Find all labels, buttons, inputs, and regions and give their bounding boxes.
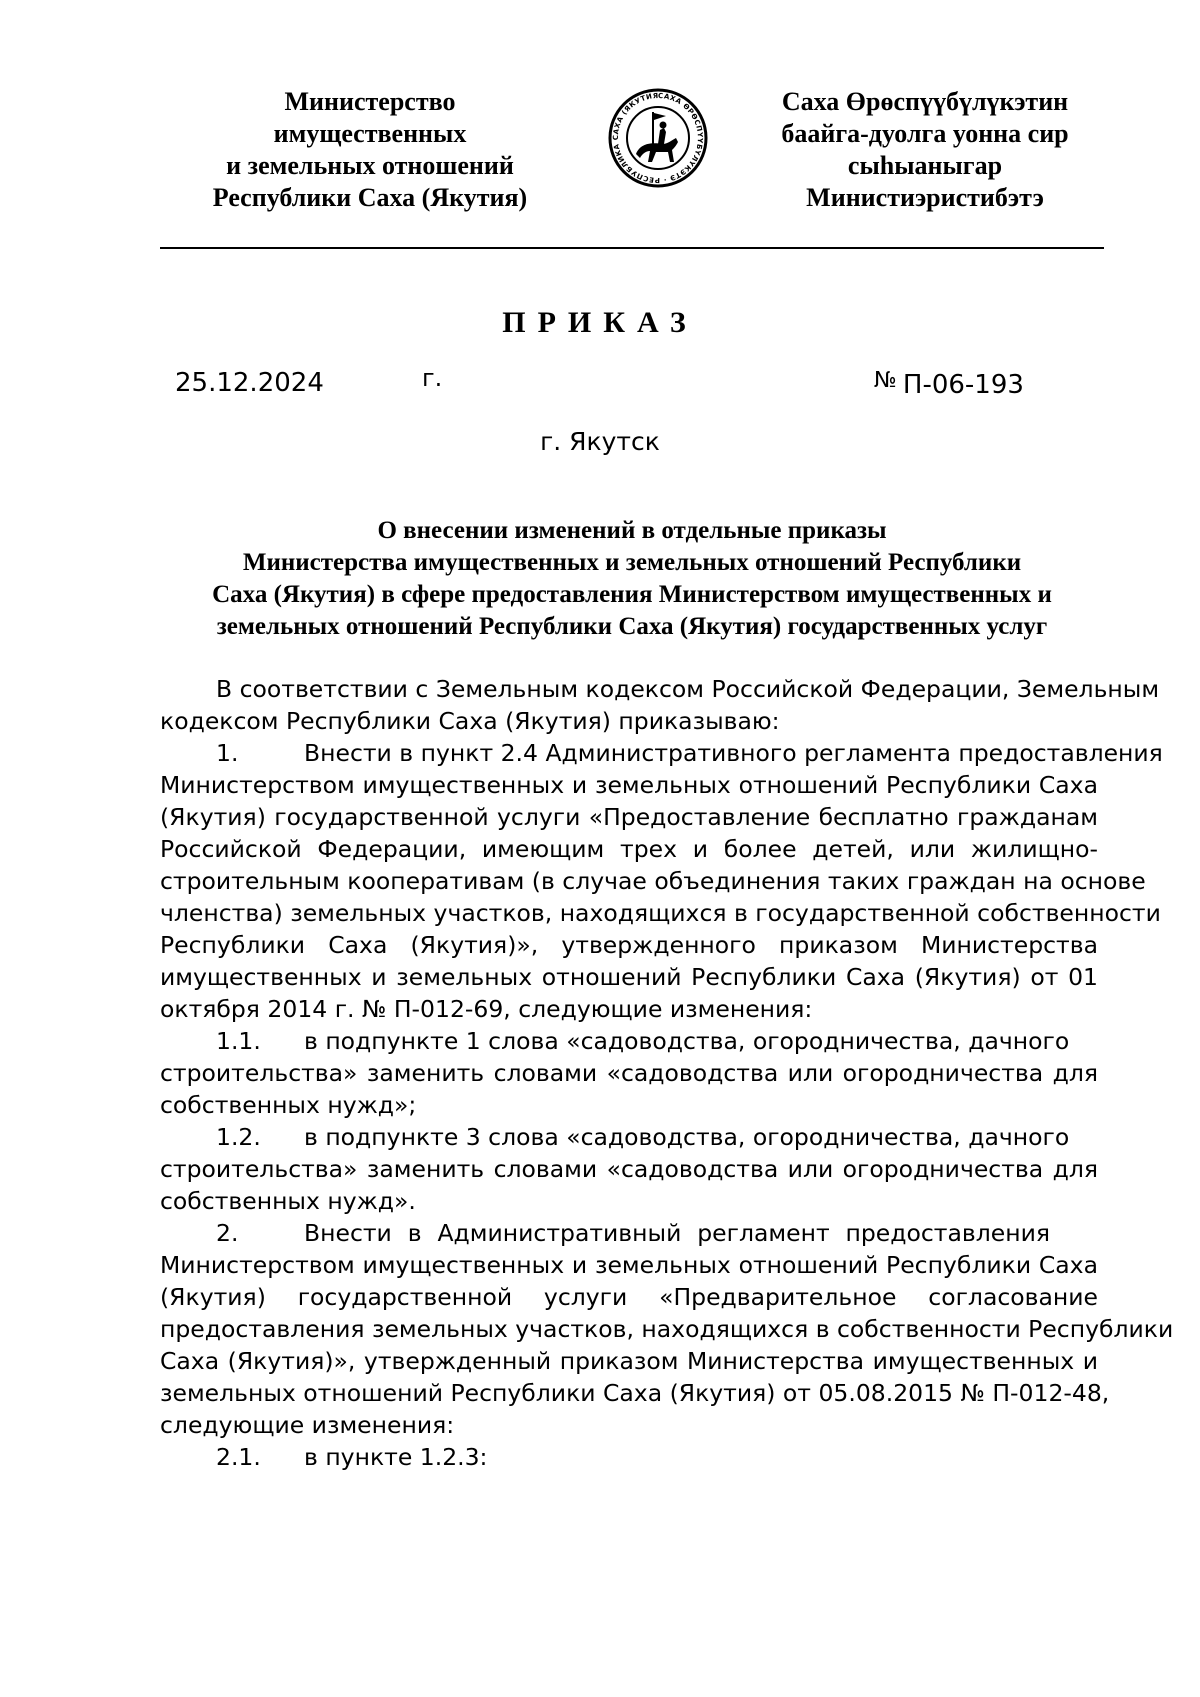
item-1-2: 1.2. в подпункте 3 слова «садоводства, огородничества, дачного: [216, 1123, 1070, 1151]
order-body: В соответствии с Земельным кодексом Российской Федерации, Земельным кодексом Республики Саха (Якутия) приказываю: 1. Внести в пункт 2.4 Административного регламента предоставления Министерством имущественных и земельных отношений Республики Саха (Якутия) государственной услуги «Предоставление бесплатно гражданам Российской Федерации, имеющим трех и более детей, или жилищно- строительным кооперативам (в случае объединения таких граждан на основе членства) земельных участков, находящихся в государственной собственности Республики Саха (Якутия)», утвержденного приказом Министерства имущественных и земельных отношений Республики Саха (Якутия) от 01 октября 2014 г. № П-012-69, следующие изменения: 1.1. в подпункте 1 слова «садоводства, огородничества, дачного строительства» заменить словами «садоводства или огородничества для собственных нужд»; 1.2. в подпункте 3 слова «садоводства, огородничества, дачного строительства» заменить словами «садоводства или огородничества для собственных нужд». 2. Внести в Административный регламент предоставления Министерством имущественных и земельных отношений Республики Саха (Якутия) государственной услуги «Предварительное согласование предоставления земельных участков, находящихся в собственности Республики Саха (Якутия)», утвержденный приказом Министерства имущественных и земельных отношений Республики Саха (Якутия) от 05.08.2015 № П-012-48, следующие изменения: 2.1. в пункте 1.2.3:: [160, 675, 1174, 1471]
order-number-value: П-06-193: [902, 370, 1024, 400]
order-year-suffix: г.: [422, 364, 443, 392]
header-divider: [160, 247, 1104, 249]
intro-line: кодексом Республики Саха (Якутия) приказываю:: [160, 707, 780, 735]
item-1-1: 1.1. в подпункте 1 слова «садоводства, огородничества, дачного: [216, 1027, 1070, 1055]
item-1: 1. Внести в пункт 2.4 Административного регламента предоставления: [216, 739, 1163, 767]
order-date: 25.12.2024: [175, 368, 324, 398]
number-sign: №: [874, 368, 897, 393]
item-number: 2.1.: [216, 1443, 261, 1471]
svg-text:САХА ӨРӨСПҮҮБҮЛҮКЭТЭ · РЕСПУБЛ: САХА ӨРӨСПҮҮБҮЛҮКЭТЭ · РЕСПУБЛИКА САХА (ЯКУТИЯ: [611, 91, 705, 185]
item-2-1: 2.1. в пункте 1.2.3:: [216, 1443, 488, 1471]
order-number: [874, 368, 1024, 400]
order-city: г. Якутск: [540, 427, 660, 456]
ministry-name-russian: Министерство имущественных и земельных отношений Республики Саха (Якутия): [212, 87, 528, 212]
ministry-name-sakha: Саха Өрөспүүбүлүкэтин баайга-дуолга уонна сир сыһыаныгар Министиэристибэтэ: [781, 87, 1069, 212]
document-title: ПРИКАЗ: [502, 306, 698, 339]
item-number: 2.: [216, 1219, 239, 1247]
item-number: 1.1.: [216, 1027, 261, 1055]
order-subject: О внесении изменений в отдельные приказы Министерства имущественных и земельных отношений Республики Саха (Якутия) в сфере предоставления Министерством имущественных и земельных отношений Республики Саха (Якутия) государственных услуг: [212, 517, 1052, 640]
item-number: 1.: [216, 739, 239, 767]
sakha-coat-of-arms-emblem-icon: [606, 84, 710, 194]
item-2: 2. Внести в Административный регламент предоставления: [216, 1219, 1050, 1247]
item-number: 1.2.: [216, 1123, 261, 1151]
intro-line: В соответствии с Земельным кодексом Российской Федерации, Земельным: [216, 675, 1160, 703]
